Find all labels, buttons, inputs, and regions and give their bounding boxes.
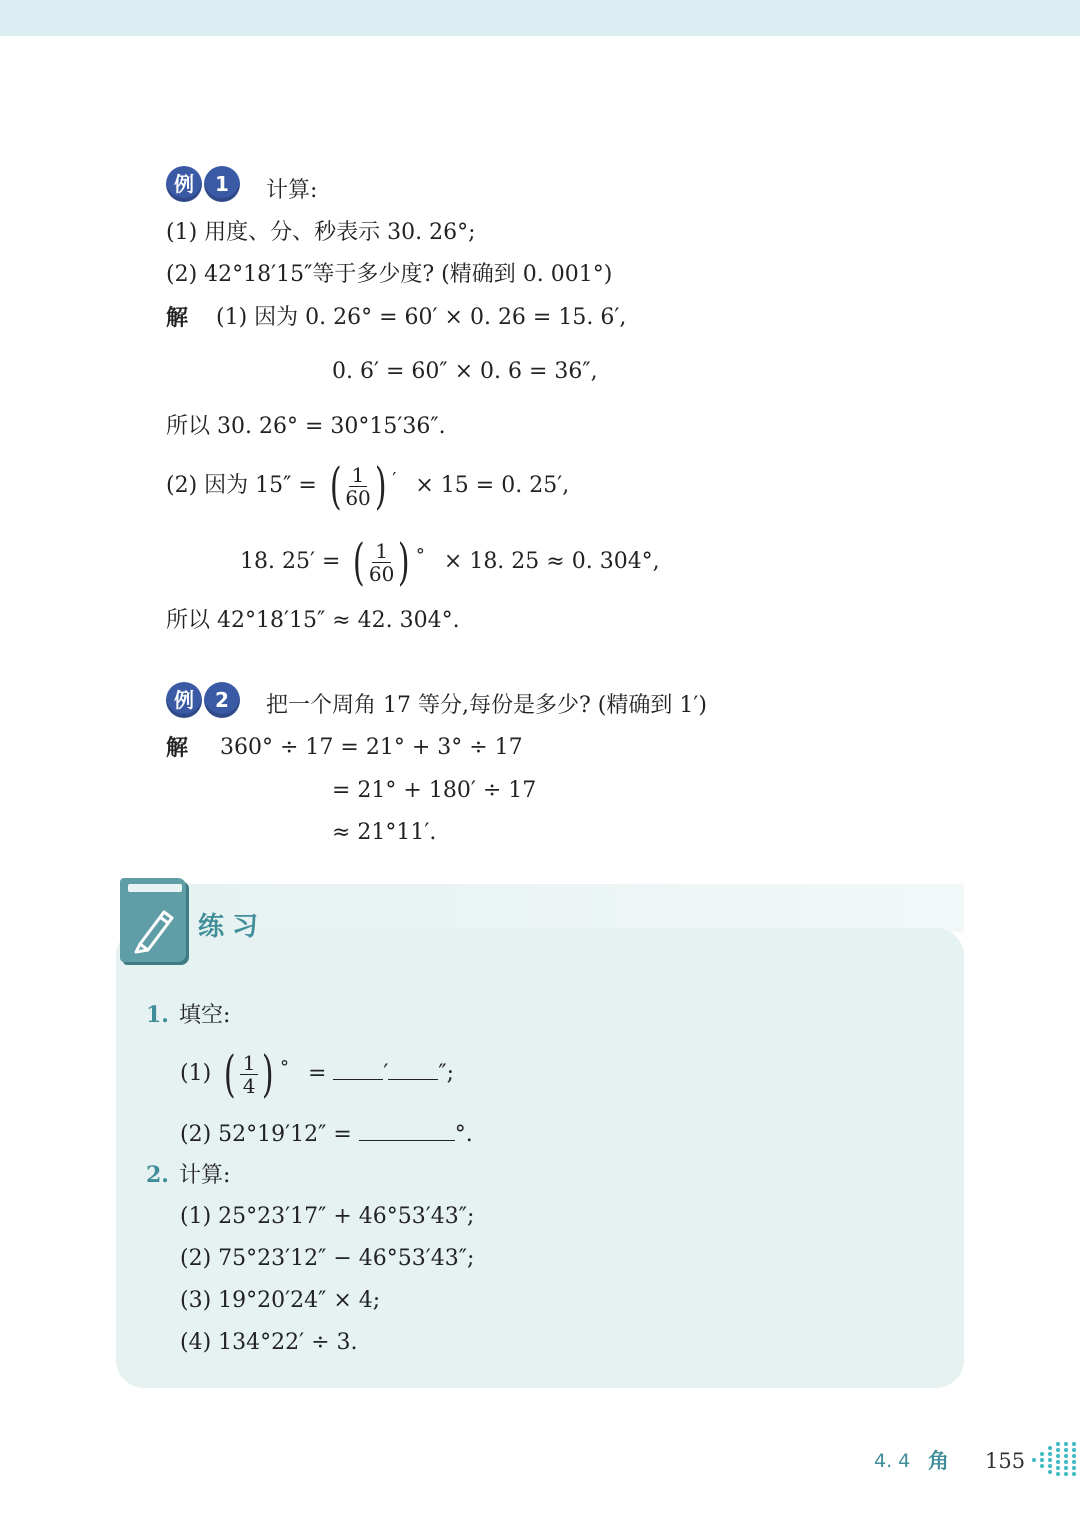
example-1-title: 计算: <box>266 178 318 203</box>
solution-2-prefix: (2) 因为 15″ = <box>166 473 317 498</box>
solution-label: 解 <box>166 305 189 331</box>
example-2-badge <box>166 682 240 718</box>
example-1-question-2: (2) 42°18′15″等于多少度? (精确到 0. 001°) <box>166 262 613 287</box>
exercise-q1 <box>146 1000 230 1031</box>
example-badge-label: 例 <box>166 682 202 718</box>
second-mark: ″; <box>438 1061 455 1086</box>
question-text: 计算: <box>178 1163 231 1188</box>
equals-sign: = <box>307 1061 327 1086</box>
exercise-q2-item: (4) 134°22′ ÷ 3. <box>180 1330 358 1355</box>
solution-2-line-2 <box>240 534 660 590</box>
answer-blank-minutes[interactable] <box>333 1057 383 1080</box>
solution-2-rest: × 15 = 0. 25′, <box>415 473 570 498</box>
solution-1-line-1: (1) 因为 0. 26° = 60′ × 0. 26 = 15. 6′, <box>216 305 627 330</box>
degree-end: °. <box>454 1122 473 1147</box>
exercise-card <box>116 928 964 1388</box>
fraction: ( $\frac{1}{4}$ ) <box>224 1045 275 1103</box>
unit-superscript: ′ <box>392 469 397 490</box>
example-2-line-3: ≈ 21°11′. <box>332 820 437 845</box>
example-badge-label: 例 <box>166 166 202 202</box>
example-2-title: 把一个周角 17 等分,每份是多少? (精确到 1′) <box>266 693 707 718</box>
exercise-header-band <box>186 884 964 932</box>
pencil-book-icon <box>120 878 186 962</box>
question-text: 填空: <box>178 1003 231 1028</box>
footer-section-number: 4. 4 <box>874 1450 911 1472</box>
decorative-dots-icon <box>1030 1440 1080 1480</box>
unit-superscript: ° <box>279 1057 289 1078</box>
exercise-q2-item: (3) 19°20′24″ × 4; <box>180 1288 381 1313</box>
unit-superscript: ° <box>415 545 425 566</box>
question-number: 2. <box>146 1162 169 1188</box>
page-number: 155 <box>985 1449 1026 1473</box>
solution-2b-rest: × 18. 25 ≈ 0. 304°, <box>443 549 660 574</box>
fraction-denominator: 60 <box>345 485 371 510</box>
top-band <box>0 0 1080 36</box>
solution-1-line-2: 0. 6′ = 60″ × 0. 6 = 36″, <box>332 359 598 384</box>
solution-2b-prefix: 18. 25′ = <box>240 549 341 574</box>
fraction-denominator: 4 <box>242 1073 256 1098</box>
solution-1-conclusion: 所以 30. 26° = 30°15′36″. <box>166 414 446 439</box>
exercise-q2-item: (2) 75°23′12″ − 46°53′43″; <box>180 1246 475 1271</box>
question-number: 1. <box>146 1002 169 1028</box>
solution-2-line-1 <box>166 458 569 514</box>
fraction: ( $\frac{1}{60}$ ) <box>329 457 387 515</box>
solution-2-conclusion: 所以 42°18′15″ ≈ 42. 304°. <box>166 608 460 633</box>
answer-blank-degrees[interactable] <box>359 1118 455 1141</box>
exercise-q2 <box>146 1160 230 1191</box>
fraction-numerator: 1 <box>349 464 368 487</box>
fraction: ( $\frac{1}{60}$ ) <box>353 533 410 591</box>
example-badge-number: 2 <box>204 682 240 718</box>
minute-mark: ′ <box>383 1061 389 1086</box>
fraction-numerator: 1 <box>240 1052 259 1075</box>
sub-question-label: (1) <box>180 1061 212 1086</box>
answer-blank-seconds[interactable] <box>388 1057 438 1080</box>
footer-section-title: 角 <box>928 1449 949 1473</box>
example-1-badge <box>166 166 240 202</box>
exercise-q1-2 <box>180 1118 473 1150</box>
sub-question-text: (2) 52°19′12″ = <box>180 1122 352 1147</box>
example-2-line-2: = 21° + 180′ ÷ 17 <box>332 778 537 803</box>
exercise-title: 练习 <box>198 912 267 942</box>
exercise-q2-item: (1) 25°23′17″ + 46°53′43″; <box>180 1204 475 1229</box>
fraction-numerator: 1 <box>372 540 391 563</box>
example-badge-number: 1 <box>204 166 240 202</box>
exercise-q1-1 <box>180 1046 454 1102</box>
example-1-question-1: (1) 用度、分、秒表示 30. 26°; <box>166 220 476 245</box>
example-2-line-1: 360° ÷ 17 = 21° + 3° ÷ 17 <box>220 735 523 760</box>
solution-label: 解 <box>166 735 189 761</box>
fraction-denominator: 60 <box>368 561 395 586</box>
